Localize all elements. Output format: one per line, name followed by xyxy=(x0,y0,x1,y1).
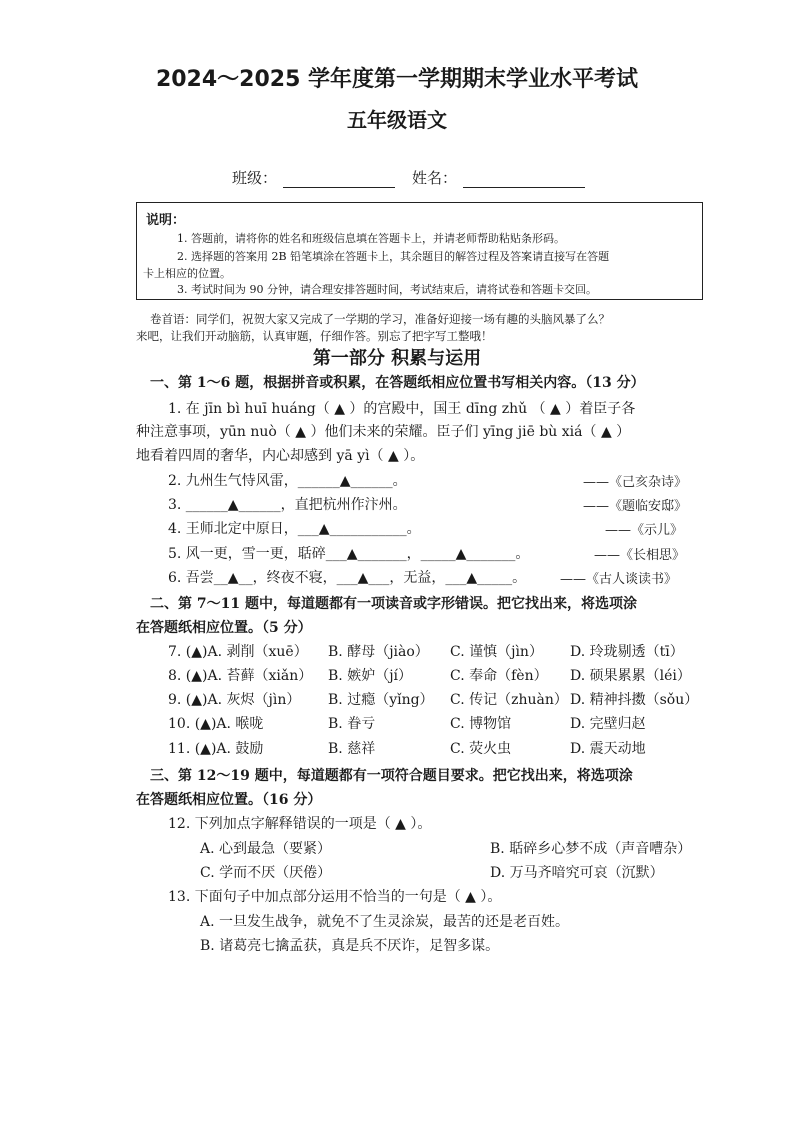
q7-option-d: D. 玲珑剔透（tī） xyxy=(570,644,684,660)
section1-heading: 一、第 1～6 题，根据拼音或积累，在答题纸相应位置书写相关内容。（13 分） xyxy=(150,375,645,391)
q9-option-d: D. 精神抖擞（sǒu） xyxy=(570,692,699,708)
q11-option-a: 11. (▲)A. 鼓励 xyxy=(168,741,264,757)
q5-source: ——《长相思》 xyxy=(594,548,686,563)
q10-option-c: C. 博物馆 xyxy=(450,716,512,732)
q2-text: 2. 九州生气恃风雷，______▲______。 xyxy=(168,473,407,489)
q3-source: ——《题临安邸》 xyxy=(583,499,688,514)
q2-source: ——《己亥杂诗》 xyxy=(583,475,688,490)
instruction-line: 2. 选择题的答案用 2B 铅笔填涂在答题卡上，其余题目的解答过程及答案请直接写在答题 xyxy=(177,250,610,263)
section2-heading: 二、第 7～11 题中，每道题都有一项读音或字形错误。把它找出来，将选项涂 xyxy=(150,596,637,612)
q12-stem: 12. 下列加点字解释错误的一项是（ ▲ ）。 xyxy=(168,816,432,832)
section3-heading: 在答题纸相应位置。（16 分） xyxy=(136,792,322,808)
section2-heading: 在答题纸相应位置。（5 分） xyxy=(136,620,312,636)
q10-option-b: B. 眷亏 xyxy=(328,716,376,732)
class-label: 班级： xyxy=(232,169,278,187)
q11-option-d: D. 震天动地 xyxy=(570,741,646,757)
q13-option-b: B. 诸葛亮七擒孟获，真是兵不厌诈，足智多谋。 xyxy=(200,938,500,954)
class-field[interactable] xyxy=(232,167,395,188)
q12-option-a: A. 心到最急（要紧） xyxy=(200,841,332,857)
q8-option-b: B. 嫉妒（jí） xyxy=(328,668,413,684)
name-field[interactable] xyxy=(412,167,585,188)
q8-option-a: 8. (▲)A. 苔藓（xiǎn） xyxy=(168,668,313,684)
exam-subtitle: 五年级语文 xyxy=(347,108,447,132)
instruction-line: 3. 考试时间为 90 分钟，请合理安排答题时间，考试结束后，请将试卷和答题卡交回。 xyxy=(177,283,597,296)
q12-option-c: C. 学而不厌（厌倦） xyxy=(200,865,332,881)
q1-line: 地看着四周的奢华，内心却感到 yā yì（ ▲ ）。 xyxy=(136,448,425,464)
q10-option-d: D. 完壁归赵 xyxy=(570,716,646,732)
part1-title: 第一部分 积累与运用 xyxy=(312,348,482,369)
foreword-line: 来吧，让我们开动脑筋，认真审题，仔细作答。别忘了把字写工整哦！ xyxy=(136,329,493,343)
instruction-line: 1. 答题前，请将你的姓名和班级信息填在答题卡上，并请老师帮助粘贴条形码。 xyxy=(177,232,565,245)
q5-text: 5. 风一更，雪一更，聒碎___▲_______，_____▲_______。 xyxy=(168,546,530,562)
section3-heading: 三、第 12～19 题中，每道题都有一项符合题目要求。把它找出来，将选项涂 xyxy=(150,768,633,784)
q1-line: 种注意事项，yūn nuò（ ▲ ）他们未来的荣耀。臣子们 yīng jiē bù xiá（ ▲ ） xyxy=(136,424,631,440)
name-label: 姓名： xyxy=(412,169,458,187)
q13-stem: 13. 下面句子中加点部分运用不恰当的一句是（ ▲ ）。 xyxy=(168,889,502,905)
instructions-heading: 说明： xyxy=(146,213,186,228)
q9-option-a: 9. (▲)A. 灰烬（jìn） xyxy=(168,692,301,708)
q7-option-b: B. 酵母（jiào） xyxy=(328,644,429,660)
q6-source: ——《古人谈读书》 xyxy=(560,572,678,587)
q12-option-b: B. 聒碎乡心梦不成（声音嘈杂） xyxy=(490,841,692,857)
q7-option-c: C. 谨慎（jìn） xyxy=(450,644,543,660)
q12-option-d: D. 万马齐喑究可哀（沉默） xyxy=(490,865,664,881)
q8-option-d: D. 硕果累累（léi） xyxy=(570,668,691,684)
q4-text: 4. 王师北定中原日，___▲___________。 xyxy=(168,521,421,537)
q13-option-a: A. 一旦发生战争，就免不了生灵涂炭，最苦的还是老百姓。 xyxy=(200,914,570,930)
q10-option-a: 10. (▲)A. 喉咙 xyxy=(168,716,264,732)
q7-option-a: 7. (▲)A. 剥削（xuē） xyxy=(168,644,308,660)
q8-option-c: C. 奉命（fèn） xyxy=(450,668,548,684)
q3-text: 3. ______▲______，直把杭州作汴州。 xyxy=(168,497,407,513)
class-underline xyxy=(283,187,395,188)
q6-text: 6. 吾尝__▲__，终夜不寝，___▲___，无益，___▲_____。 xyxy=(168,570,527,586)
q4-source: ——《示儿》 xyxy=(605,523,684,538)
instruction-line: 卡上相应的位置。 xyxy=(143,267,231,280)
q11-option-b: B. 慈祥 xyxy=(328,741,376,757)
q9-option-b: B. 过瘾（yǐng） xyxy=(328,692,434,708)
exam-title: 2024～2025 学年度第一学期期末学业水平考试 xyxy=(155,67,639,92)
instructions-box xyxy=(136,202,703,300)
foreword-line: 卷首语：同学们，祝贺大家又完成了一学期的学习，准备好迎接一场有趣的头脑风暴了么？ xyxy=(150,312,610,326)
q9-option-c: C. 传记（zhuàn） xyxy=(450,692,568,708)
q11-option-c: C. 荧火虫 xyxy=(450,741,512,757)
name-underline xyxy=(463,187,585,188)
q1-line: 1. 在 jīn bì huī huáng（ ▲ ）的宫殿中，国王 dīng zhǔ （ ▲ ）着臣子各 xyxy=(168,401,636,417)
